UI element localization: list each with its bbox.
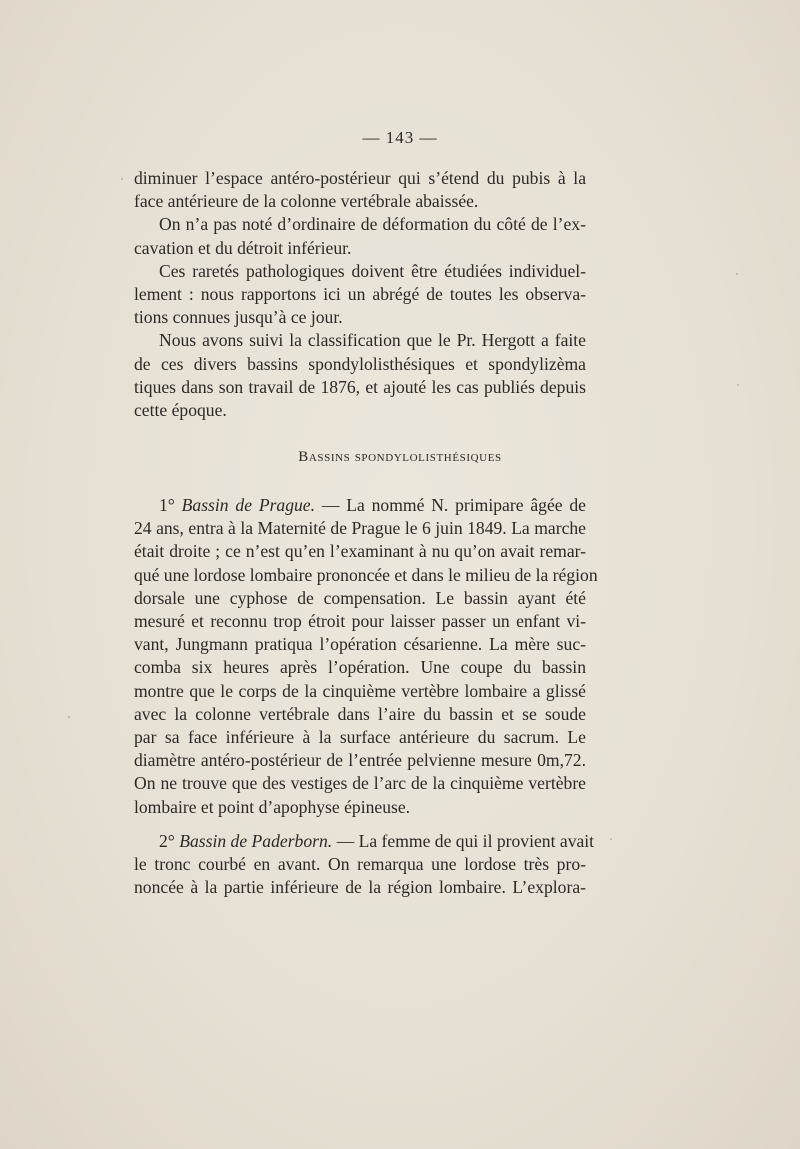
text-line: tions connues jusqu’à ce jour. — [134, 307, 343, 328]
paragraph-2 — [134, 213, 586, 259]
paragraph-1 — [134, 167, 586, 213]
intro-text-block — [134, 167, 586, 422]
case-2-block — [134, 830, 595, 900]
paper-speck — [68, 716, 70, 718]
paragraph-3 — [134, 260, 586, 330]
text-line: de ces divers bassins spondylolisthésiques et spondylizèma — [134, 353, 586, 374]
text-line: était droite ; ce n’est qu’en l’examinant à nu qu’on avait remar- — [134, 541, 586, 562]
case-2-paragraph — [134, 830, 595, 900]
text-line: face antérieure de la colonne vertébrale abaissée. — [134, 191, 479, 212]
text-line: le tronc courbé en avant. On remarqua une lordose très pro- — [134, 854, 586, 875]
case-2-first-line — [134, 830, 595, 853]
text-line: lombaire et point d’apophyse épineuse. — [134, 796, 411, 817]
text-line: comba six heures après l’opération. Une coupe du bassin — [134, 657, 586, 678]
text-line: qué une lordose lombaire prononcée et dans le milieu de la région — [134, 564, 598, 585]
text-line: diamètre antéro-postérieur de l’entrée pelvienne mesure 0m,72. — [134, 750, 586, 771]
text-line: 24 ans, entra à la Maternité de Prague le 6 juin 1849. La marche — [134, 518, 586, 539]
text-line: cette époque. — [134, 400, 227, 421]
case-2-label: 2° — [159, 831, 180, 851]
case-1-paragraph — [134, 494, 598, 819]
text-line: Ces raretés pathologiques doivent être étudiées individuel- — [159, 260, 586, 281]
text-line: Nous avons suivi la classification que le Pr. Hergott a faite — [159, 330, 586, 351]
case-1-label: 1° — [159, 495, 182, 515]
case-1-block — [134, 494, 598, 819]
case-1-title: Bassin de Prague. — [181, 495, 316, 515]
text-line: mesuré et reconnu trop étroit pour laisser passer un enfant vi- — [134, 611, 586, 632]
section-heading — [0, 449, 800, 466]
case-2-title: Bassin de Paderborn. — [179, 831, 333, 851]
text-line: par sa face inférieure à la surface antérieure du sacrum. Le — [134, 727, 586, 748]
paper-speck — [737, 384, 739, 386]
text-line: vant, Jungmann pratiqua l’opération césarienne. La mère suc- — [134, 634, 586, 655]
text-line: On n’a pas noté d’ordinaire de déformation du côté de l’ex- — [159, 214, 586, 235]
case-1-first-line — [134, 494, 586, 517]
text-line: diminuer l’espace antéro-postérieur qui s’étend du pubis à la — [134, 168, 586, 188]
text-line: lement : nous rapportons ici un abrégé de toutes les observa- — [134, 284, 586, 305]
text-line: dorsale une cyphose de compensation. Le bassin ayant été — [134, 587, 586, 608]
paper-speck — [736, 273, 738, 275]
section-heading-text: Bassins spondylolisthésiques — [298, 449, 502, 465]
paper-speck — [121, 178, 123, 180]
text-line: noncée à la partie inférieure de la région lombaire. L’explora- — [134, 877, 586, 898]
text-line: tiques dans son travail de 1876, et ajouté les cas publiés depuis — [134, 376, 586, 397]
text-line: montre que le corps de la cinquième vertèbre lombaire a glissé — [134, 680, 586, 701]
page-number: — 143 — — [362, 128, 438, 147]
case-1-first-line-text: — La nommé N. primipare âgée de — [315, 495, 586, 515]
paragraph-4 — [134, 329, 586, 422]
case-2-first-line-text: — La femme de qui il provient avait — [332, 831, 595, 851]
text-line: On ne trouve que des vestiges de l’arc de la cinquième vertèbre — [134, 773, 586, 794]
paper-speck — [610, 838, 612, 840]
text-line: cavation et du détroit inférieur. — [134, 237, 352, 258]
text-line: avec la colonne vertébrale dans l’aire du bassin et se soude — [134, 703, 586, 724]
